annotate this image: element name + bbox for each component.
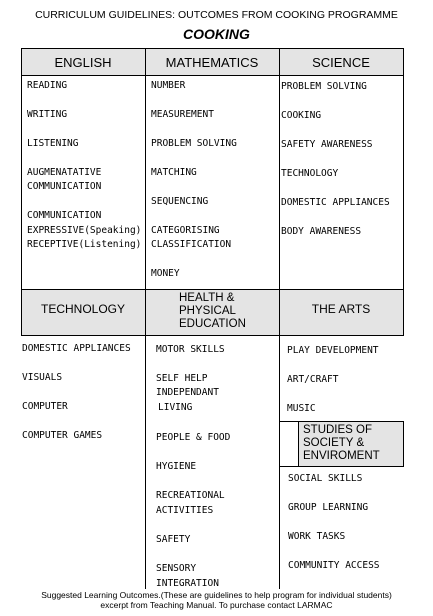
grid-line-top-header: [21, 75, 404, 76]
list-item: DOMESTIC APPLIANCES: [281, 197, 390, 208]
list-item: COMMUNICATION: [27, 181, 102, 192]
list-item: MATCHING: [151, 167, 197, 178]
header-studies-line2: SOCIETY &: [303, 437, 365, 449]
list-item: MONEY: [151, 268, 180, 279]
header-health-line3: EDUCATION: [179, 318, 246, 330]
list-item: COMMUNITY ACCESS: [288, 560, 380, 571]
list-item: COOKING: [281, 110, 322, 121]
list-item: PROBLEM SOLVING: [151, 138, 237, 149]
list-item: COMPUTER: [22, 401, 68, 412]
list-item: READING: [27, 80, 68, 91]
list-item: INTEGRATION: [156, 578, 219, 589]
list-item: MOTOR SKILLS: [156, 344, 225, 355]
list-item: SELF HELP: [156, 373, 208, 384]
list-item: PLAY DEVELOPMENT: [287, 345, 379, 356]
list-item: SAFETY: [156, 534, 191, 545]
header-english: ENGLISH: [54, 55, 112, 70]
header-the-arts: THE ARTS: [311, 302, 371, 316]
grid-line-bottom-header: [21, 335, 404, 336]
list-item: COMMUNICATION: [27, 210, 102, 221]
list-item: RECREATIONAL: [156, 490, 225, 501]
list-item: WORK TASKS: [288, 531, 346, 542]
grid-line-mid: [21, 289, 404, 290]
list-item: MEASUREMENT: [151, 109, 214, 120]
list-item: DOMESTIC APPLIANCES: [22, 343, 131, 354]
header-science: SCIENCE: [312, 55, 370, 70]
list-item: ART/CRAFT: [287, 374, 339, 385]
grid-line-right: [403, 48, 404, 335]
list-item: EXPRESSIVE(Speaking): [27, 225, 142, 236]
grid-line-studies-bottom: [279, 466, 404, 467]
list-item: HYGIENE: [156, 461, 197, 472]
list-item: SEQUENCING: [151, 196, 209, 207]
list-item: LISTENING: [27, 138, 79, 149]
footer-line-2: excerpt from Teaching Manual. To purchase contact LARMAC: [100, 600, 333, 610]
page-subtitle: COOKING: [183, 26, 250, 42]
list-item: CATEGORISING: [151, 225, 220, 236]
list-item: GROUP LEARNING: [288, 502, 369, 513]
header-studies-line3: ENVIROMENT: [303, 450, 380, 462]
list-item: BODY AWARENESS: [281, 226, 362, 237]
grid-line-top: [21, 48, 404, 49]
header-health-line2: PHYSICAL: [179, 305, 236, 317]
list-item: TECHNOLOGY: [281, 168, 339, 179]
list-item: MUSIC: [287, 403, 316, 414]
list-item: PROBLEM SOLVING: [281, 81, 367, 92]
footer-line-1: Suggested Learning Outcomes.(These are guidelines to help program for individual students): [41, 590, 392, 600]
list-item: RECEPTIVE(Listening): [27, 239, 142, 250]
list-item: SENSORY: [156, 563, 197, 574]
header-mathematics: MATHEMATICS: [165, 55, 259, 70]
list-item: SAFETY AWARENESS: [281, 139, 373, 150]
grid-line-col2: [279, 48, 280, 589]
list-item: NUMBER: [151, 80, 186, 91]
header-studies-line1: STUDIES OF: [303, 424, 373, 436]
list-item: COMPUTER GAMES: [22, 430, 103, 441]
list-item: VISUALS: [22, 372, 63, 383]
list-item: AUGMENATATIVE: [27, 167, 102, 178]
header-health-line1: HEALTH &: [179, 292, 235, 304]
header-technology: TECHNOLOGY: [40, 302, 125, 316]
grid-line-studies-left: [298, 421, 299, 466]
list-item: PEOPLE & FOOD: [156, 432, 231, 443]
list-item: LIVING: [158, 402, 193, 413]
grid-line-col1: [145, 48, 146, 589]
list-item: ACTIVITIES: [156, 505, 214, 516]
grid-line-right-studies: [403, 421, 404, 466]
list-item: WRITING: [27, 109, 68, 120]
page-title: CURRICULUM GUIDELINES: OUTCOMES FROM COOKING PROGRAMME: [35, 9, 398, 21]
grid-line-left: [21, 48, 22, 289]
list-item: SOCIAL SKILLS: [288, 473, 363, 484]
list-item: INDEPENDANT: [156, 387, 219, 398]
list-item: CLASSIFICATION: [151, 239, 232, 250]
